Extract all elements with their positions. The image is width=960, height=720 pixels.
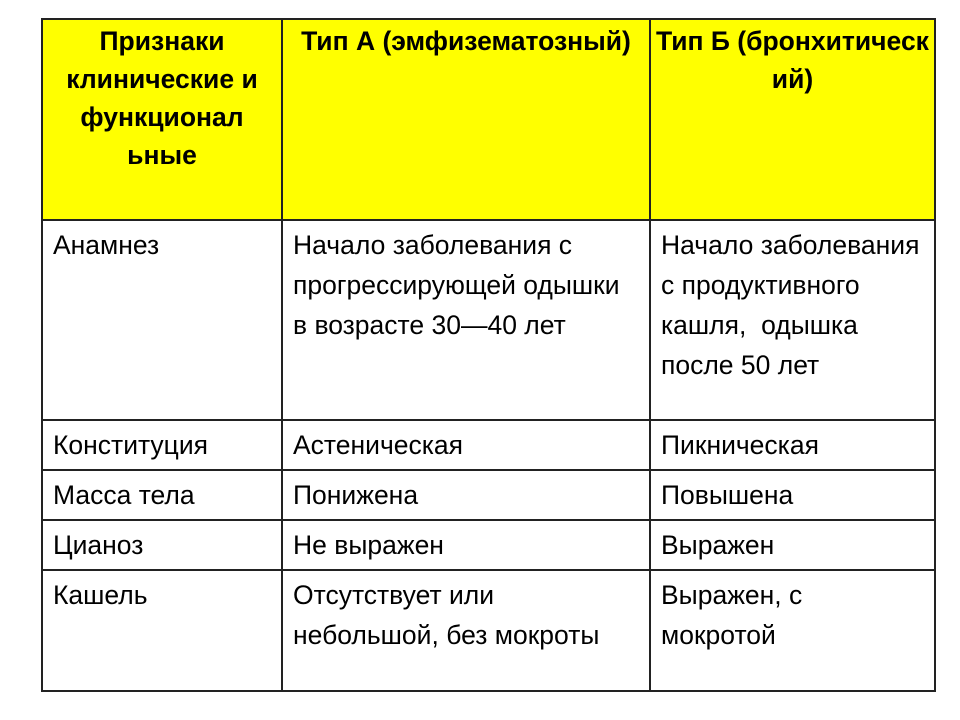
table-row bbox=[42, 220, 935, 420]
feature-cell: Анамнез bbox=[42, 220, 282, 420]
type-b-cell: Выражен bbox=[650, 520, 935, 570]
type-a-cell: Начало заболевания с прогрессирующей одышки в возрасте 30—40 лет bbox=[282, 220, 650, 420]
table-row bbox=[42, 470, 935, 520]
type-a-cell: Астеническая bbox=[282, 420, 650, 470]
type-b-cell: Выражен, с мокротой bbox=[650, 570, 935, 691]
feature-cell: Кашель bbox=[42, 570, 282, 691]
feature-cell: Конституция bbox=[42, 420, 282, 470]
type-b-cell: Повышена bbox=[650, 470, 935, 520]
comparison-table bbox=[41, 18, 936, 692]
table-row bbox=[42, 420, 935, 470]
header-cell-type-b: Тип Б (бронхитическ ий) bbox=[650, 19, 935, 220]
type-a-cell: Понижена bbox=[282, 470, 650, 520]
type-b-cell: Пикническая bbox=[650, 420, 935, 470]
header-cell-features: Признаки клинические и функционал ьные bbox=[42, 19, 282, 220]
feature-cell: Цианоз bbox=[42, 520, 282, 570]
table-row bbox=[42, 520, 935, 570]
table-row bbox=[42, 570, 935, 691]
type-b-cell: Начало заболевания с продуктивного кашля, одышка после 50 лет bbox=[650, 220, 935, 420]
header-cell-type-a: Тип А (эмфизематозный) bbox=[282, 19, 650, 220]
table-header-row bbox=[42, 19, 935, 220]
feature-cell: Масса тела bbox=[42, 470, 282, 520]
type-a-cell: Не выражен bbox=[282, 520, 650, 570]
type-a-cell: Отсутствует или небольшой, без мокроты bbox=[282, 570, 650, 691]
